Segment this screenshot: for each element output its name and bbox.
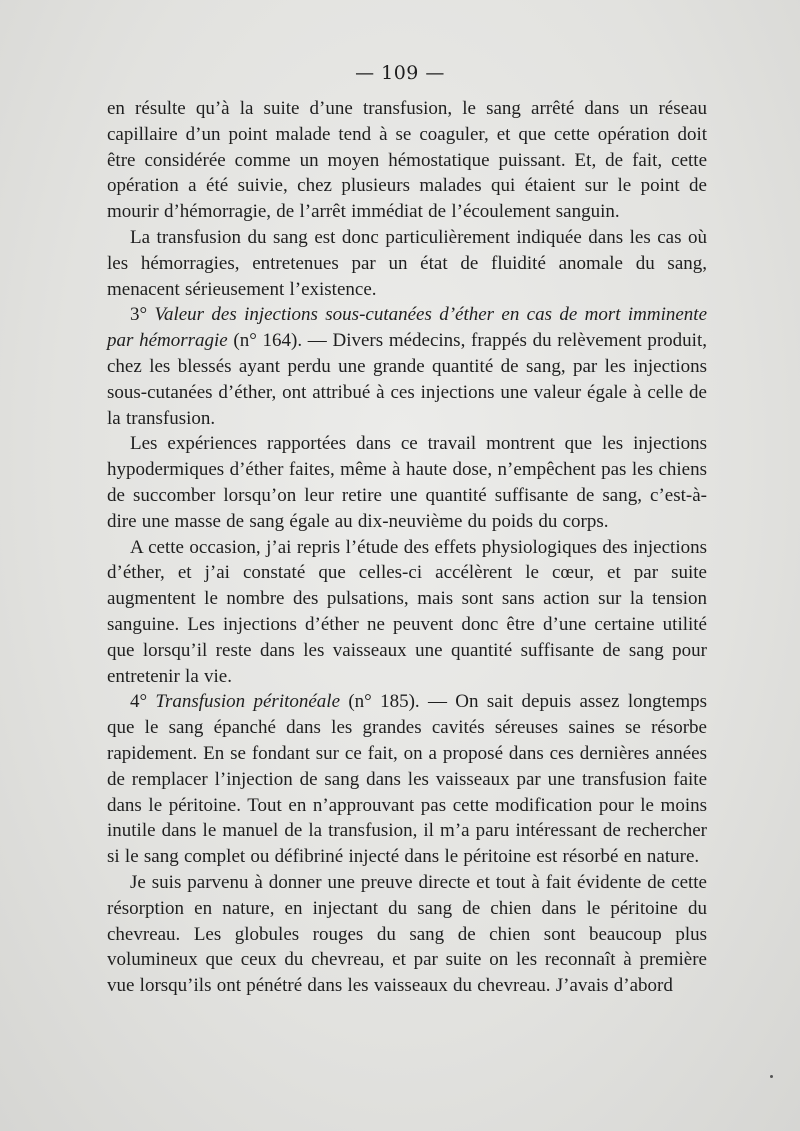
paragraph-text: La transfusion du sang est donc particulièrement indiquée dans les cas où les hémorragies, entretenues par un état de fluidité anomale du sang, menacent sérieusement l’existence. [107,226,707,300]
paragraph [107,431,707,534]
section-ref: (n° 164). [233,330,303,352]
section-heading: Transfusion péritonéale [155,691,341,713]
paragraph-text: en résulte qu’à la suite d’une transfusion, le sang arrêté dans un réseau capillaire d’un point malade tend à se coaguler, et que cette opération doit être considérée comme un moyen hémostatique puissant. Et, de fait, cette opération a été suivie, chez plusieurs malades qui étaient sur le point de mourir d’hémorragie, de l’arrêt immédiat de l’écoulement sanguin. [107,98,707,223]
paper-speck [770,1075,773,1078]
page-number: — 109 — [355,62,445,84]
section-paragraph [107,689,707,870]
paragraph [107,870,707,999]
paragraph [107,96,707,225]
section-number: 4° [130,691,148,713]
paragraph-text: A cette occasion, j’ai repris l’étude des effets physiologiques des injections d’éther, et j’ai constaté que celles-ci accélèrent le cœur, et par suite augmentent le nombre des pulsations, mais sont sans action sur la tension sanguine. Les injections d’éther ne peuvent donc être d’une certaine utilité que lorsqu’il reste dans les vaisseaux une quantité suffisante de sang pour entretenir la vie. [107,536,707,687]
paragraph-text: — Divers médecins, frappés du relèvement produit, chez les blessés ayant perdu une grande quantité de sang, par les injections sous-cutanées d’éther, ont attribué à ces injections une valeur égale à celle de la transfusion. [107,330,707,429]
section-ref: (n° 185). [348,691,420,713]
body-text [107,96,707,999]
paragraph-text: Je suis parvenu à donner une preuve directe et tout à fait évidente de cette résorption en nature, en injectant du sang de chien dans le péritoine du chevreau. Les globules rouges du sang de chien sont beaucoup plus volumineux que ceux du chevreau, et par suite on les reconnaît à première vue lorsqu’ils ont pénétré dans les vaisseaux du chevreau. J’avais d’abord [107,871,707,997]
section-number: 3° [130,304,148,326]
paragraph [107,535,707,690]
paragraph-text: Les expériences rapportées dans ce travail montrent que les injections hypodermiques d’éther faites, même à haute dose, n’empêchent pas les chiens de succomber lorsqu’on leur retire une quantité suffisante de sang, c’est-à-dire une masse de sang égale au dix-neuvième du poids du corps. [107,433,707,532]
section-heading: Valeur des injections sous-cutanées d’éther en cas de mort imminente par hémorragie [107,304,707,352]
paragraph-text: — On sait depuis assez longtemps que le sang épanché dans les grandes cavités séreuses saines se résorbe rapidement. En se fondant sur ce fait, on a proposé dans ces dernières années de remplacer l’injection de sang dans les vaisseaux par une transfusion faite dans le péritoine. Tout en n’approuvant pas cette modification pour le moins inutile dans le manuel de la transfusion, il m’a paru intéressant de rechercher si le sang complet ou défibriné injecté dans le péritoine est résorbé en nature. [107,691,708,868]
paragraph [107,225,707,302]
section-paragraph [107,302,707,431]
